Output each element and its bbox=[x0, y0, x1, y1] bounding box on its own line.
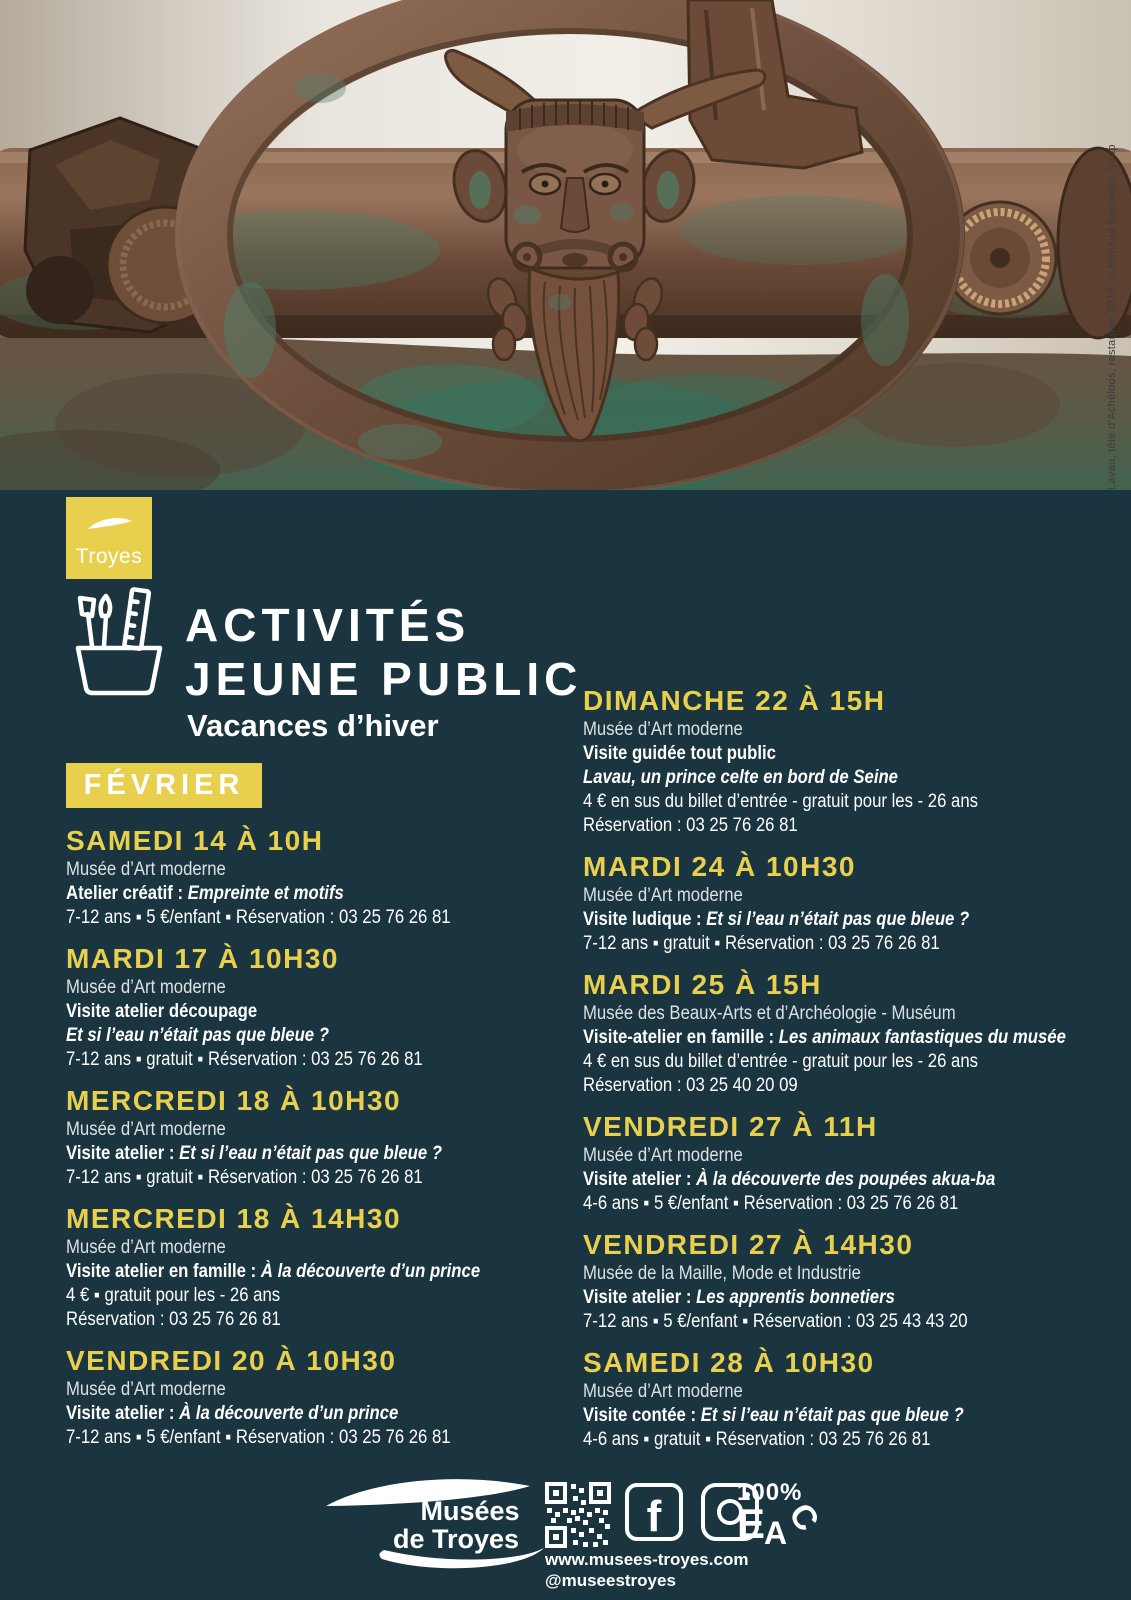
event-title: Visite atelier : À la découverte d’un prince bbox=[66, 1403, 399, 1424]
event-title: Visite ludique : Et si l’eau n’était pas que bleue ? bbox=[583, 909, 970, 930]
mouth bbox=[562, 253, 588, 267]
event-title: Visite guidée tout public bbox=[583, 743, 776, 764]
logo-text-line2: de Troyes bbox=[392, 1524, 520, 1554]
event-info: 7-12 ans ▪ 5 €/enfant ▪ Réservation : 03 25 76 26 81 bbox=[66, 907, 451, 928]
poster-title-line2: JEUNE PUBLIC bbox=[185, 653, 583, 705]
event-venue: Musée d’Art moderne bbox=[66, 859, 226, 880]
musees-de-troyes-logo bbox=[318, 1472, 553, 1572]
event-venue: Musée d’Art moderne bbox=[583, 719, 743, 740]
event-venue: Musée des Beaux-Arts et d’Archéologie - Muséum bbox=[583, 1003, 956, 1024]
nose bbox=[561, 178, 589, 232]
facebook-f-glyph: f bbox=[646, 1492, 662, 1541]
event bbox=[583, 684, 1131, 838]
event-subtitle: Et si l’eau n’était pas que bleue ? bbox=[66, 1025, 329, 1046]
eac-logo bbox=[737, 1479, 827, 1551]
event-day: MERCREDI 18 À 14H30 bbox=[66, 1203, 402, 1234]
event bbox=[583, 1110, 1131, 1216]
logo-text-line1: Musées bbox=[420, 1496, 520, 1526]
social-handle: @museestroyes bbox=[545, 1571, 676, 1590]
event-info: 7-12 ans ▪ 5 €/enfant ▪ Réservation : 03 25 43 43 20 bbox=[583, 1311, 968, 1332]
event bbox=[583, 1346, 1131, 1452]
event-subtitle: Lavau, un prince celte en bord de Seine bbox=[583, 767, 898, 788]
event-info: 7-12 ans ▪ gratuit ▪ Réservation : 03 25 76 26 81 bbox=[66, 1049, 423, 1070]
eac-c-arc: C bbox=[781, 1496, 827, 1539]
event-day: MARDI 25 À 15H bbox=[583, 969, 822, 1000]
photo-credit: Lavau, tête d’Achéloos, restaurée 2015 © Renaud Bernadet, Inrap bbox=[1106, 144, 1118, 490]
events-column-right bbox=[583, 684, 1131, 1464]
qr-code bbox=[545, 1482, 611, 1548]
event-title: Visite atelier : Les apprentis bonnetiers bbox=[583, 1287, 895, 1308]
eac-percent: 100% bbox=[737, 1479, 803, 1506]
event-venue: Musée d’Art moderne bbox=[583, 1145, 743, 1166]
event-info: 4-6 ans ▪ 5 €/enfant ▪ Réservation : 03 25 76 26 81 bbox=[583, 1193, 959, 1214]
event-info: 7-12 ans ▪ gratuit ▪ Réservation : 03 25 76 26 81 bbox=[66, 1167, 423, 1188]
event bbox=[583, 850, 1131, 956]
event-venue: Musée d’Art moderne bbox=[583, 1381, 743, 1402]
event-info: Réservation : 03 25 76 26 81 bbox=[66, 1309, 281, 1330]
event-day: MARDI 24 À 10H30 bbox=[583, 851, 856, 882]
event bbox=[66, 1202, 614, 1332]
eac-letters: E A C bbox=[737, 1496, 827, 1551]
event-venue: Musée d’Art moderne bbox=[583, 885, 743, 906]
event bbox=[583, 1228, 1131, 1334]
event bbox=[66, 1084, 614, 1190]
cauldron-illustration bbox=[0, 0, 1131, 490]
event-title: Visite atelier découpage bbox=[66, 1001, 258, 1022]
event-title: Visite contée : Et si l’eau n’était pas que bleue ? bbox=[583, 1405, 964, 1426]
event-title: Visite atelier : À la découverte des poupées akua-ba bbox=[583, 1169, 996, 1190]
event-day: VENDREDI 27 À 14H30 bbox=[583, 1229, 914, 1260]
art-supplies-icon bbox=[70, 584, 168, 699]
event-day: MARDI 17 À 10H30 bbox=[66, 943, 339, 974]
event-info: 4-6 ans ▪ gratuit ▪ Réservation : 03 25 76 26 81 bbox=[583, 1429, 931, 1450]
event-day: SAMEDI 14 À 10H bbox=[66, 825, 324, 856]
event-day: VENDREDI 20 À 10H30 bbox=[66, 1345, 397, 1376]
event-title: Atelier créatif : Empreinte et motifs bbox=[66, 883, 344, 904]
event bbox=[66, 942, 614, 1072]
wave-icon bbox=[86, 515, 134, 533]
event-venue: Musée d’Art moderne bbox=[66, 977, 226, 998]
event-info: 4 € en sus du billet d’entrée - gratuit pour les - 26 ans bbox=[583, 791, 979, 812]
event-day: DIMANCHE 22 À 15H bbox=[583, 685, 886, 716]
event-venue: Musée d’Art moderne bbox=[66, 1237, 226, 1258]
event-venue: Musée d’Art moderne bbox=[66, 1119, 226, 1140]
poster-title-line1: ACTIVITÉS bbox=[185, 599, 471, 651]
event-title: Visite atelier en famille : À la découverte d’un prince bbox=[66, 1261, 481, 1282]
troyes-logo bbox=[66, 497, 152, 579]
facebook-icon bbox=[625, 1483, 683, 1541]
event-venue: Musée d’Art moderne bbox=[66, 1379, 226, 1400]
event-info: 7-12 ans ▪ gratuit ▪ Réservation : 03 25 76 26 81 bbox=[583, 933, 940, 954]
event bbox=[66, 1344, 614, 1450]
poster-subtitle: Vacances d’hiver bbox=[187, 708, 439, 743]
events-column-left bbox=[66, 824, 614, 1462]
event-info: Réservation : 03 25 76 26 81 bbox=[583, 815, 798, 836]
website-url: www.musees-troyes.com bbox=[545, 1550, 749, 1569]
artifact-photo bbox=[0, 0, 1131, 490]
event-info: 4 € en sus du billet d’entrée - gratuit pour les - 26 ans bbox=[583, 1051, 979, 1072]
event-day: SAMEDI 28 À 10H30 bbox=[583, 1347, 875, 1378]
event-day: VENDREDI 27 À 11H bbox=[583, 1111, 878, 1142]
event-info: 7-12 ans ▪ 5 €/enfant ▪ Réservation : 03 25 76 26 81 bbox=[66, 1427, 451, 1448]
event-title: Visite-atelier en famille : Les animaux fantastiques du musée bbox=[583, 1027, 1066, 1048]
event bbox=[583, 968, 1131, 1098]
event-info: Réservation : 03 25 40 20 09 bbox=[583, 1075, 798, 1096]
event bbox=[66, 824, 614, 930]
event-venue: Musée de la Maille, Mode et Industrie bbox=[583, 1263, 861, 1284]
month-badge: FÉVRIER bbox=[66, 763, 262, 808]
event-title: Visite atelier : Et si l’eau n’était pas que bleue ? bbox=[66, 1143, 443, 1164]
event-info: 4 € ▪ gratuit pour les - 26 ans bbox=[66, 1285, 281, 1306]
troyes-logo-text: Troyes bbox=[75, 545, 143, 568]
event-day: MERCREDI 18 À 10H30 bbox=[66, 1085, 402, 1116]
